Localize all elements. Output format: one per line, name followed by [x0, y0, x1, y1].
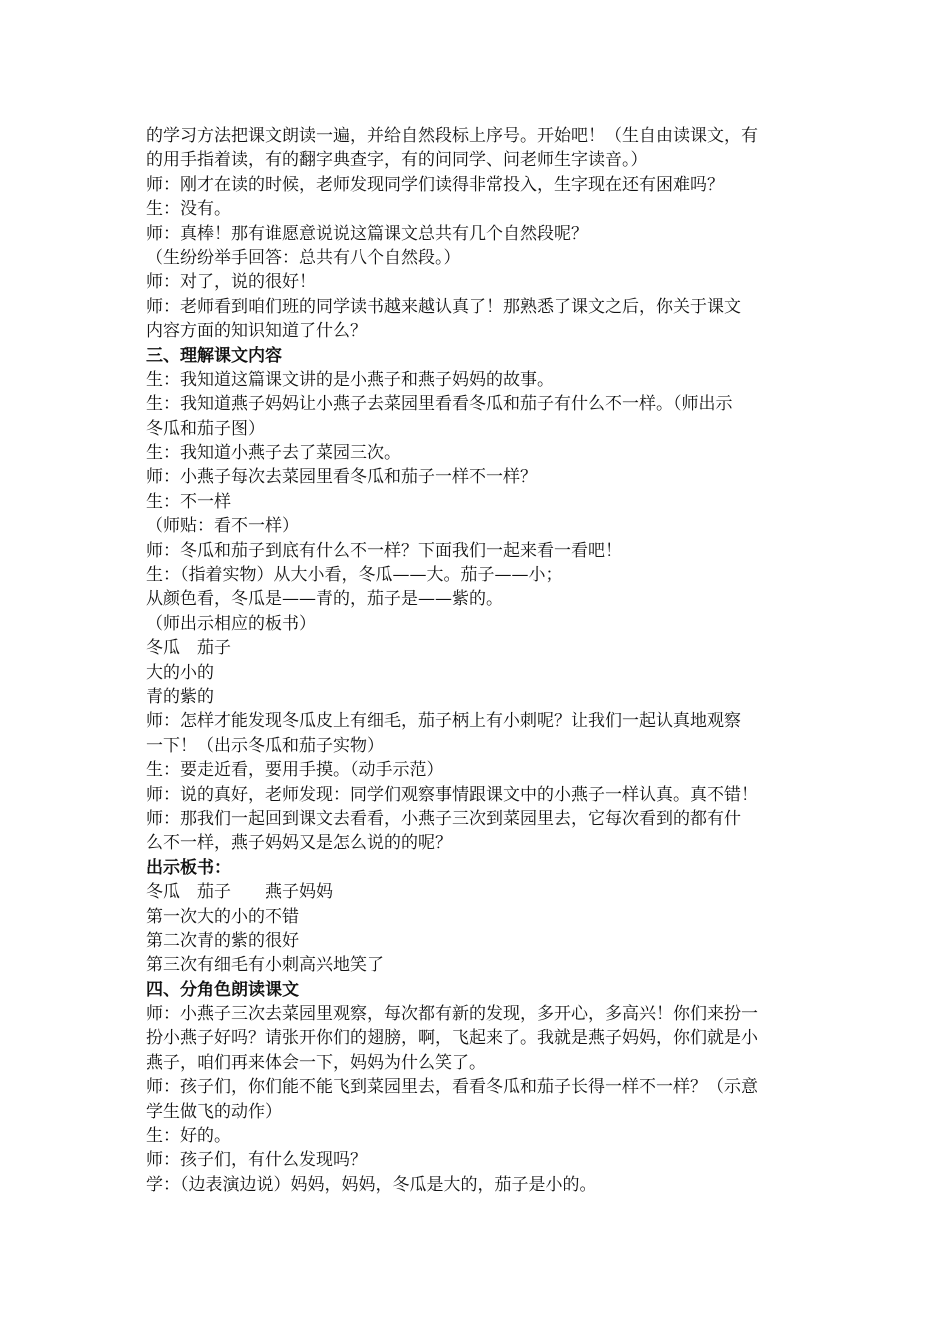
board-line: 冬瓜 茄子: [146, 638, 231, 659]
text-line: 师：对了，说的很好！: [146, 272, 316, 293]
text-line: 生：（指着实物）从大小看，冬瓜——大。茄子——小；: [146, 565, 563, 586]
text-line: 的用手指着读，有的翻字典查字，有的问同学、问老师生字读音。）: [146, 150, 648, 171]
text-line: 师：老师看到咱们班的同学读书越来越认真了！那熟悉了课文之后，你关于课文: [146, 296, 741, 317]
section-heading: 三、理解课文内容: [146, 345, 282, 366]
text-line: 生：我知道小燕子去了菜园三次。: [146, 443, 401, 464]
document-page: [146, 124, 810, 1197]
board-line: 第二次青的紫的很好: [146, 930, 299, 951]
text-line: 生：没有。: [146, 199, 231, 220]
text-line: 一下！（出示冬瓜和茄子实物）: [146, 735, 384, 756]
board-line: 第三次有细毛有小刺高兴地笑了: [146, 955, 384, 976]
text-line: 生：好的。: [146, 1126, 231, 1147]
text-line: 师：冬瓜和茄子到底有什么不一样？下面我们一起来看一看吧！: [146, 540, 622, 561]
board-line: 冬瓜 茄子 燕子妈妈: [146, 882, 333, 903]
text-line: （师出示相应的板书）: [146, 613, 316, 634]
text-line: （师贴：看不一样）: [146, 516, 299, 537]
section-heading: 四、分角色朗读课文: [146, 979, 299, 1000]
board-line: 青的紫的: [146, 686, 214, 707]
text-line: 师：孩子们，有什么发现吗？: [146, 1150, 367, 1171]
text-line: 师：怎样才能发现冬瓜皮上有细毛，茄子柄上有小刺呢？让我们一起认真地观察: [146, 711, 741, 732]
board-line: 大的小的: [146, 662, 214, 683]
text-line: 的学习方法把课文朗读一遍，并给自然段标上序号。开始吧！（生自由读课文，有: [146, 126, 758, 146]
text-line: 师：说的真好，老师发现：同学们观察事情跟课文中的小燕子一样认真。真不错！: [146, 784, 758, 805]
text-line: 师：那我们一起回到课文去看看，小燕子三次到菜园里去，它每次看到的都有什: [146, 808, 741, 829]
text-line: 学生做飞的动作）: [146, 1101, 282, 1122]
text-line: 么不一样，燕子妈妈又是怎么说的的呢？: [146, 833, 452, 854]
board-heading: 出示板书：: [146, 857, 231, 878]
text-line: 冬瓜和茄子图）: [146, 418, 265, 439]
text-line: 内容方面的知识知道了什么？: [146, 321, 367, 342]
text-line: 燕子，咱们再来体会一下，妈妈为什么笑了。: [146, 1052, 486, 1073]
text-line: 生：我知道这篇课文讲的是小燕子和燕子妈妈的故事。: [146, 369, 554, 390]
board-line: 第一次大的小的不错: [146, 906, 299, 927]
text-line: 扮小燕子好吗？请张开你们的翅膀，啊，飞起来了。我就是燕子妈妈，你们就是小: [146, 1028, 758, 1049]
text-line: 生：要走近看，要用手摸。（动手示范）: [146, 760, 444, 781]
text-line: 生：我知道燕子妈妈让小燕子去菜园里看看冬瓜和茄子有什么不一样。（师出示: [146, 394, 733, 415]
text-line: 师：真棒！那有谁愿意说说这篇课文总共有几个自然段呢？: [146, 223, 588, 244]
text-line: （生纷纷举手回答：总共有八个自然段。）: [146, 247, 461, 268]
text-line: 师：小燕子三次去菜园里观察，每次都有新的发现，多开心，多高兴！你们来扮一: [146, 1004, 758, 1025]
text-line: 从颜色看，冬瓜是——青的，茄子是——紫的。: [146, 589, 503, 610]
text-line: 师：刚才在读的时候，老师发现同学们读得非常投入，生字现在还有困难吗？: [146, 174, 724, 195]
text-line: 师：孩子们，你们能不能飞到菜园里去，看看冬瓜和茄子长得一样不一样？（示意: [146, 1077, 758, 1098]
text-line: 生：不一样: [146, 491, 231, 512]
text-line: 学：（边表演边说）妈妈，妈妈，冬瓜是大的，茄子是小的。: [146, 1174, 597, 1195]
text-line: 师：小燕子每次去菜园里看冬瓜和茄子一样不一样？: [146, 467, 537, 488]
